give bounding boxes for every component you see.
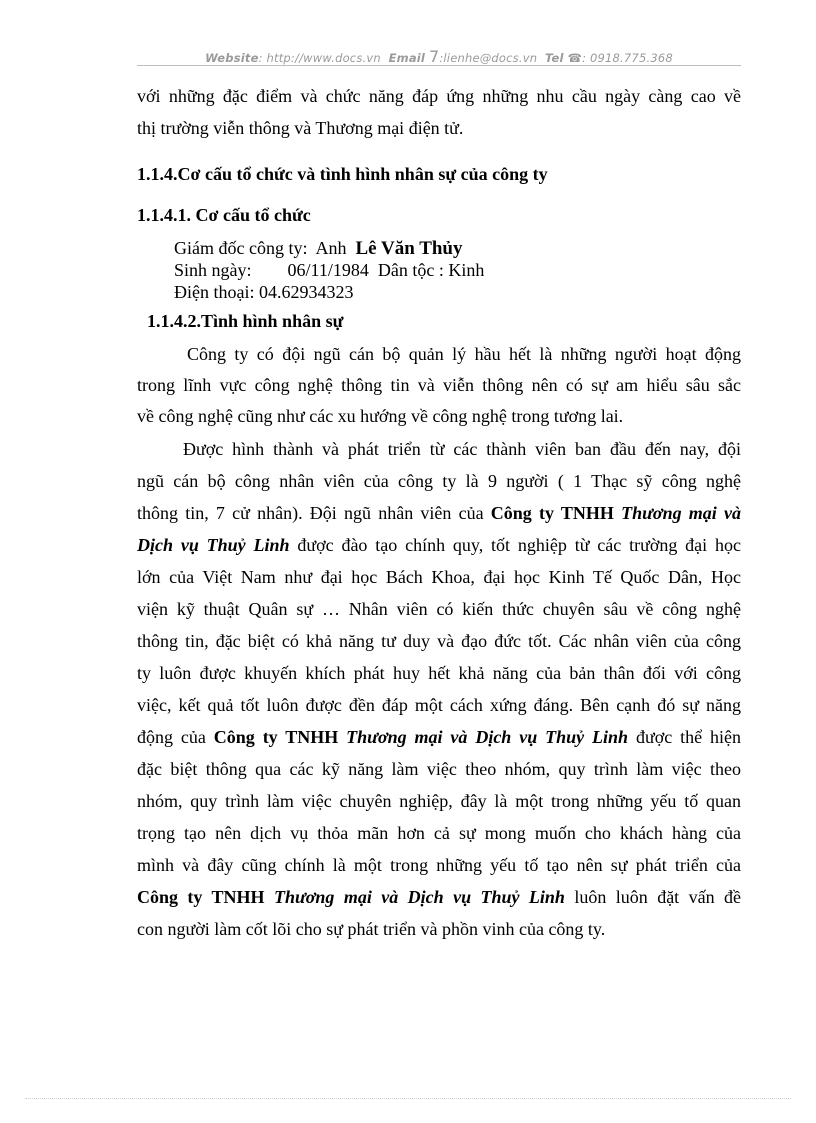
para2-line-6: viện kỹ thuật Quân sự … Nhân viên có kiến thức chuyên sâu về công nghệ <box>137 599 741 619</box>
para2-line-12: nhóm, quy trình làm việc chuyên nghiệp, đây là một trong những yếu tố quan <box>137 791 741 811</box>
para2-line-14: mình và đây cũng chính là một trong những yếu tố tạo nên sự phát triển của <box>137 855 741 875</box>
ethnicity: Dân tộc : Kinh <box>368 260 485 280</box>
para2-line-15 <box>137 885 741 909</box>
company-name-italic-4: Thương mại và Dịch vụ Thuỷ Linh <box>273 887 565 907</box>
phone-glyph-icon: 7 <box>428 47 440 66</box>
document-page: Website: http://www.docs.vn Email 7:lienhe@docs.vn Tel ☎: 0918.775.368 với những đặc điểm và chức năng đáp ứng những nhu cầu ngày càng cao về thị trường viễn thông và Thương mại điện tử. 1.1.4.Cơ cấu tổ chức và tình hình nhân sự của công ty 1.1.4.1. Cơ cấu tổ chức Giám đốc công ty: Anh Lê Văn Thủy Sinh ngày: 06/11/1984 Dân tộc : Kinh Điện thoại: 04.62934323 1.1.4.2.Tình hình nhân sự Công ty có đội ngũ cán bộ quản lý hầu hết là những người hoạt động trong lĩnh vực công nghệ thông tin và viễn thông nên có sự am hiểu sâu sắc về công nghệ cũng như các xu hướng về công nghệ trong tương lai. Được hình thành và phát triển từ các thành viên ban đầu đến nay, đội ngũ cán bộ công nhân viên của công ty là 9 người ( 1 Thạc sỹ công nghệ thông tin, 7 cử nhân). Đội ngũ nhân viên của Công ty TNHH Thương mại và Dịch vụ Thuỷ Linh được đào tạo chính quy, tốt nghiệp từ các trường đại học lớn của Việt Nam như đại học Bách Khoa, đại học Kinh Tế Quốc Dân, Học viện kỹ thuật Quân sự … Nhân viên có kiến thức chuyên sâu về công nghệ thông tin, đặc biệt có khả năng tư duy và đạo đức tốt. Các nhân viên của công ty luôn được khuyến khích phát huy hết khả năng của bản thân đối với công việc, kết quả tốt luôn được đền đáp một cách xứng đáng. Bên cạnh đó sự năng động của Công ty TNHH Thương mại và Dịch vụ Thuỷ Linh được thể hiện đặc biệt thông qua các kỹ năng làm việc theo nhóm, quy trình làm việc theo nhóm, quy trình làm việc chuyên nghiệp, đây là một trong những yếu tố quan trọng tạo nên dịch vụ thỏa mãn hơn cả sự mong muốn cho khách hàng của mình và đây cũng chính là một trong những yếu tố tạo nên sự phát triển của Công ty TNHH Thương mại và Dịch vụ Thuỷ Linh luôn luôn đặt vấn đề con người làm cốt lõi cho sự phát triển và phồn vinh của công ty. <box>0 0 816 1123</box>
para2-line-4-text: được đào tạo chính quy, tốt nghiệp từ các trường đại học <box>289 535 741 555</box>
para2-line-7: thông tin, đặc biệt có khả năng tư duy và đạo đức tốt. Các nhân viên của công <box>137 631 741 651</box>
intro-line-1: với những đặc điểm và chức năng đáp ứng những nhu cầu ngày càng cao về <box>137 86 741 106</box>
para2-line-15-end: luôn luôn đặt vấn đề <box>564 887 741 907</box>
para2-line-13: trọng tạo nên dịch vụ thỏa mãn hơn cả sự mong muốn cho khách hàng của <box>137 823 741 843</box>
telephone-icon: ☎ <box>567 51 583 65</box>
page-header <box>137 47 741 66</box>
para2-line-2: ngũ cán bộ công nhân viên của công ty là 9 người ( 1 Thạc sỹ công nghệ <box>137 471 741 491</box>
company-name-bold-3: Công ty TNHH <box>137 887 274 907</box>
para2-line-4 <box>137 533 741 557</box>
company-name-italic-2: Dịch vụ Thuỷ Linh <box>137 535 290 555</box>
para2-line-11: đặc biệt thông qua các kỹ năng làm việc theo nhóm, quy trình làm việc theo <box>137 759 741 779</box>
company-name-italic-3: Thương mại và Dịch vụ Thuỷ Linh <box>346 727 629 747</box>
header-divider <box>137 65 741 66</box>
footer-divider <box>25 1098 791 1099</box>
intro-line-2: thị trường viễn thông và Thương mại điện tử. <box>137 118 464 138</box>
para2-line-1: Được hình thành và phát triển từ các thành viên ban đầu đến nay, đội <box>183 439 741 459</box>
dob-label: Sinh ngày: <box>174 260 288 280</box>
dob-row <box>174 259 484 281</box>
director-row <box>174 237 484 259</box>
company-name-bold-2: Công ty TNHH <box>213 727 347 747</box>
director-info <box>174 237 484 303</box>
tel-value: : 0918.775.368 <box>582 51 673 65</box>
tel-label: Tel <box>544 51 564 65</box>
para1-line-2: trong lĩnh vực công nghệ thông tin và viễn thông nên có sự am hiểu sâu sắc <box>137 375 741 395</box>
para2-line-9: việc, kết quả tốt luôn được đền đáp một cách xứng đáng. Bên cạnh đó sự năng <box>137 695 741 715</box>
para2-line-8: ty luôn được khuyến khích phát huy hết khả năng của bản thân đối với công <box>137 663 741 683</box>
email-label: Email <box>388 51 426 65</box>
email-value: :lienhe@docs.vn <box>439 51 538 65</box>
company-name-bold: Công ty TNHH <box>490 503 622 523</box>
website-label: Website <box>205 51 259 65</box>
para1-line-3: về công nghệ cũng như các xu hướng về công nghệ trong tương lai. <box>137 406 624 426</box>
para2-line-3-text: thông tin, 7 cử nhân). Đội ngũ nhân viên của <box>137 503 491 523</box>
para2-line-10 <box>137 725 741 749</box>
para2-line-16: con người làm cốt lõi cho sự phát triển và phồn vinh của công ty. <box>137 919 606 939</box>
para2-line-3 <box>137 501 741 525</box>
dob-value: 06/11/1984 <box>287 260 369 280</box>
para2-line-5: lớn của Việt Nam như đại học Bách Khoa, đại học Kinh Tế Quốc Dân, Học <box>137 567 741 587</box>
para2-line-10-start: động của <box>137 727 214 747</box>
director-label: Giám đốc công ty: Anh <box>174 238 356 258</box>
para1-line-1: Công ty có đội ngũ cán bộ quản lý hầu hết là những người hoạt động <box>187 344 741 364</box>
phone-row: Điện thoại: 04.62934323 <box>174 282 354 302</box>
website-value: : http://www.docs.vn <box>258 51 381 65</box>
director-name: Lê Văn Thủy <box>355 238 463 259</box>
company-name-italic: Thương mại và <box>621 503 741 523</box>
para2-line-10-end: được thể hiện <box>628 727 741 747</box>
